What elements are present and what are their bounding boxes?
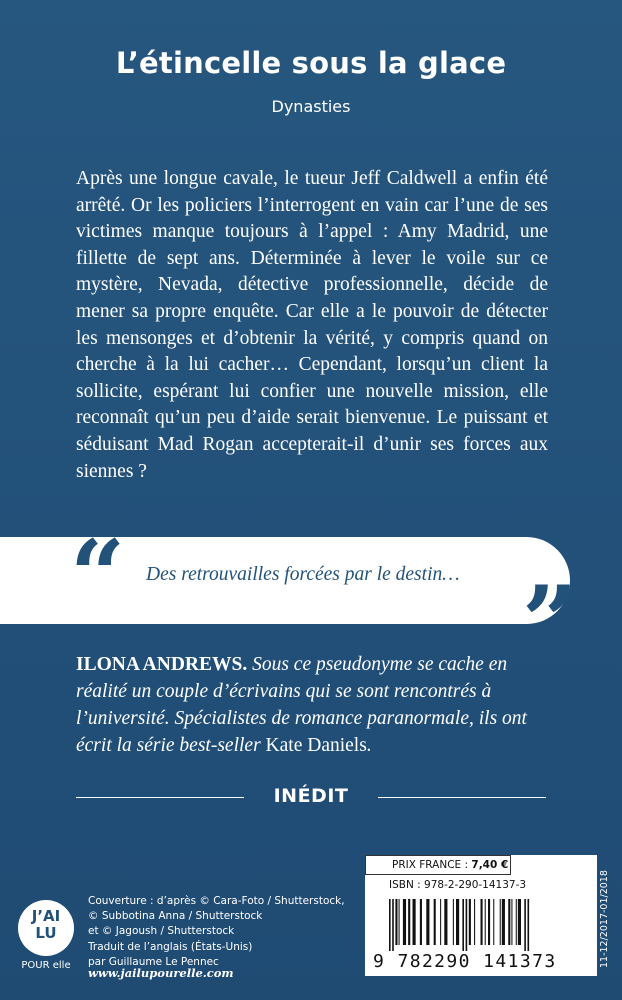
- author-bio: [76, 651, 552, 759]
- price-value: 7,40 €: [471, 859, 509, 871]
- bio-series-name: Kate Daniels: [265, 735, 367, 756]
- open-quote-icon: “: [70, 519, 126, 632]
- barcode-icon: [387, 899, 583, 951]
- price-box: [365, 855, 511, 875]
- book-title: L’étincelle sous la glace: [115, 46, 507, 80]
- divider-right: [378, 797, 546, 798]
- credit-line: Couverture : d’après © Cara-Foto / Shutterstock,: [88, 895, 345, 907]
- publisher-website[interactable]: www.jailupourelle.com: [88, 966, 234, 980]
- bio-text-end: .: [366, 735, 372, 756]
- synopsis: Après une longue cavale, le tueur Jeff Caldwell a enfin été arrêté. Or les policiers l’interrogent en vain car l’une de ses victimes manque toujours à l’appel : Amy Madrid, une fillette de sept ans. Déterminée à lever le voile sur ce mystère, Nevada, détective professionnelle, décide de mener sa propre enquête. Car elle a le pouvoir de détecter les mensonges et d’obtenir la vérité, y compris quand on cherche à la lui cacher… Cependant, lorsqu’un client la sollicite, espérant lui confier une nouvelle mission, elle reconnaît qu’un peu d’aide serait bienvenue. Le puissant et séduisant Mad Rogan accepterait-il d’unir ses forces aux siennes ?: [76, 168, 548, 482]
- divider-left: [76, 797, 244, 798]
- credits: [88, 894, 348, 970]
- print-code: 11-12/2017-01/2018: [599, 870, 610, 968]
- author-name: ILONA ANDREWS.: [76, 654, 248, 675]
- pull-quote: Des retrouvailles forcées par le destin…: [146, 564, 460, 585]
- publisher-logo: [18, 900, 74, 956]
- series-name: Dynasties: [271, 97, 351, 116]
- bio-text: Sous ce pseudonyme se cache en réalité un couple d’écrivains qui se sont rencontrés à l’université. Spécialistes de romance paranormale, ils ont écrit la série best-seller: [76, 654, 527, 756]
- logo-line-1: J’AI: [31, 907, 61, 925]
- barcode-box: [365, 855, 597, 976]
- credit-line: © Subbotina Anna / Shutterstock: [88, 910, 263, 923]
- publisher-logo-text: [18, 908, 74, 942]
- ean-number: 9 782290 141373: [373, 951, 557, 972]
- close-quote-icon: ”: [522, 565, 578, 678]
- price-label: PRIX FRANCE :: [392, 859, 469, 871]
- inedit-badge: INÉDIT: [273, 785, 349, 807]
- logo-line-2: LU: [35, 924, 57, 942]
- credit-line: Traduit de l’anglais (États-Unis): [88, 940, 253, 953]
- imprint-caption: POUR elle: [21, 960, 71, 971]
- credit-line: par Guillaume Le Pennec: [88, 955, 219, 968]
- credit-line: et © Jagoush / Shutterstock: [88, 925, 235, 938]
- isbn: ISBN : 978-2-290-14137-3: [389, 879, 527, 891]
